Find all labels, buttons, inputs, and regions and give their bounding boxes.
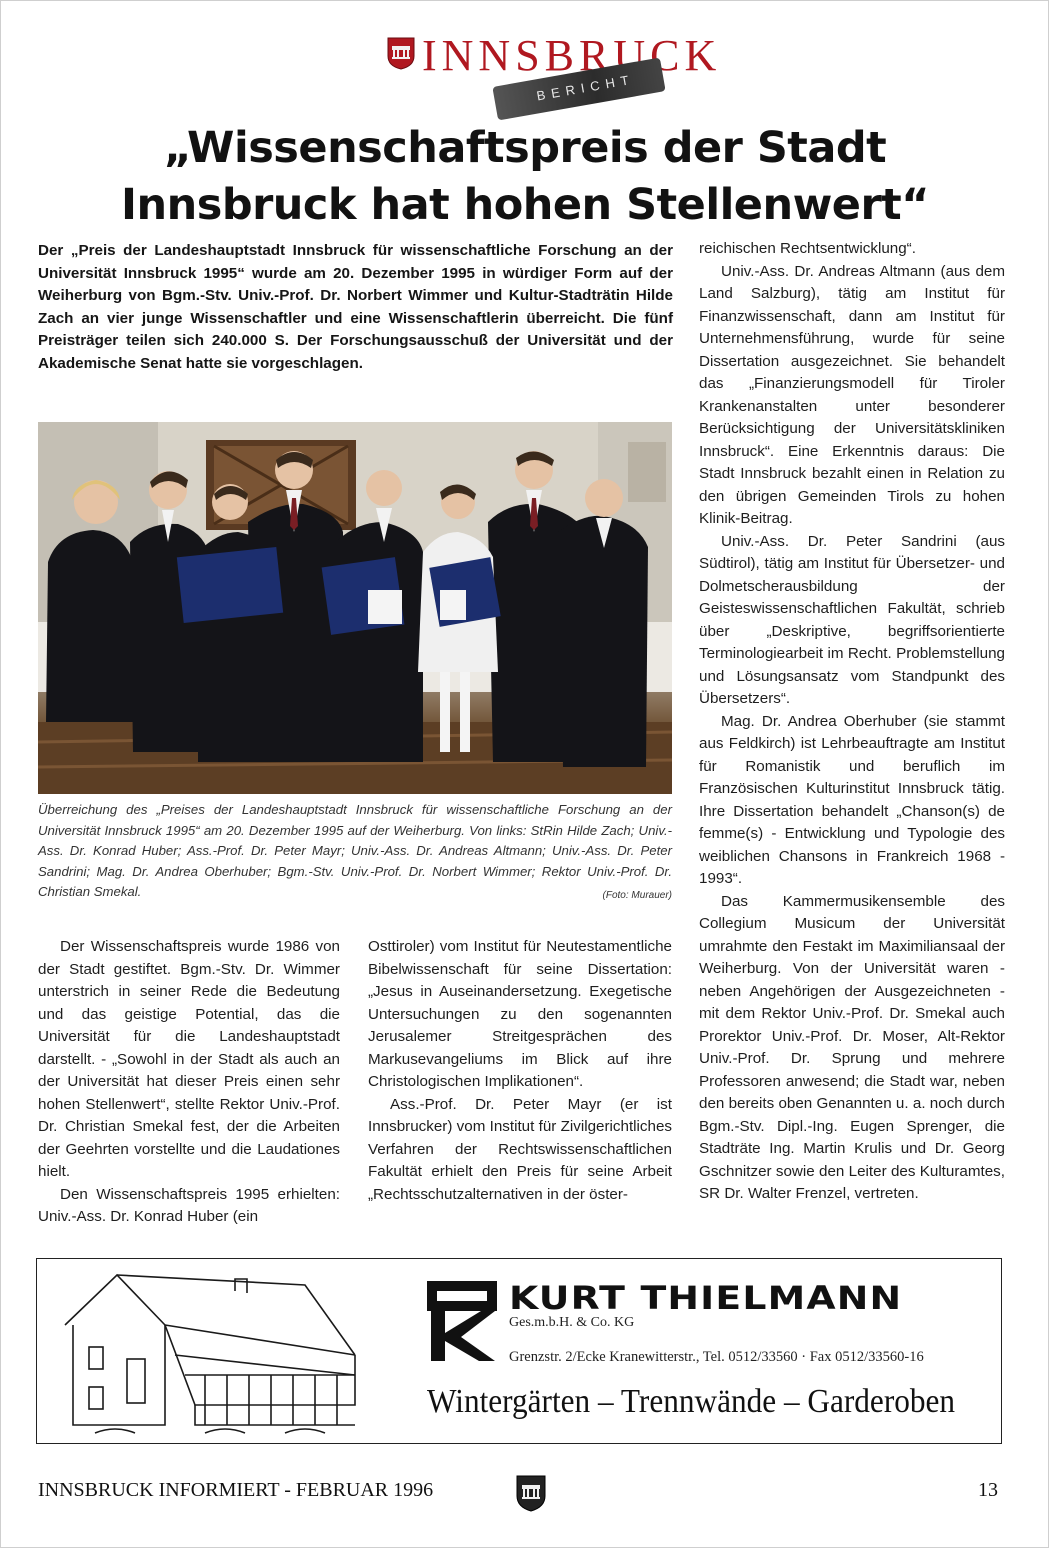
headline-line-2: Innsbruck hat hohen Stellenwert“ [121, 180, 929, 230]
paragraph: Der Wissenschaftspreis wurde 1986 von der Stadt gestiftet. Bgm.-Stv. Dr. Wimmer unterstrich in seiner Rede die Bedeutung und das geistige Potential, das die Universität für die Landeshauptstadt darstellt. - „Sowohl in der Stadt als auch an der Universität hat dieser Preis einen sehr hohen Stellenwert“, stellte Rektor Univ.-Prof. Dr. Christian Smekal fest, der die Arbeiten der Geehrten vorstellte und die Laudationes hielt. [38, 938, 340, 1180]
innsbruck-crest-icon [386, 36, 416, 70]
winter-garden-house-icon [55, 1265, 385, 1441]
award-ceremony-photo [38, 422, 672, 794]
ad-address: Grenzstr. 2/Ecke Kranewitterstr., Tel. 0512/33560 · Fax 0512/33560-16 [509, 1349, 924, 1365]
photo-credit: (Foto: Murauer) [602, 890, 672, 901]
article-column-2 [368, 936, 672, 1206]
caption-text: Überreichung des „Preises der Landeshauptstadt Innsbruck für wissenschaftliche Forschung an der Universität Innsbruck 1995“ am 20. Dezember 1995 auf der Weiherburg. Von links: StRin Hilde Zach; Univ.-Ass. Dr. Konrad Huber; Ass.-Prof. Dr. Peter Mayr; Univ.-Ass. Dr. Andreas Altmann; Univ.-Ass. Dr. Peter Sandrini; Mag. Dr. Andrea Oberhuber; Bgm.-Stv. Univ.-Prof. Dr. Norbert Wimmer; Rektor Univ.-Prof. Dr. Christian Smekal. [38, 802, 672, 899]
paragraph: Osttiroler) vom Institut für Neutestamentliche Bibelwissenschaft für seine Dissertation: „Jesus in Auseinandersetzung. Exegetische Untersuchungen zu den sogenannten Jerusalemer Streitgesprächen des Markusevangeliums im Blick auf ihre Christologischen Implikationen“. [368, 938, 672, 1090]
photo-caption [38, 800, 672, 907]
innsbruck-crest-icon [515, 1474, 547, 1512]
ad-company-name: KURT THIELMANN [509, 1279, 903, 1317]
masthead-title: INNSBRUCK [422, 31, 722, 80]
article-column-3 [699, 238, 1005, 1206]
paragraph: Univ.-Ass. Dr. Peter Sandrini (aus Südtirol), tätig am Institut für Übersetzer- und Dolmetscherausbildung der Geisteswissenschaftlichen Fakultät, schrieb über „Deskriptive, begriffsorientierte Terminologiearbeit im Recht. Problemstellung und Lösungsansatz vom Standpunkt des Übersetzers“. [699, 532, 1005, 707]
footer-publication: INNSBRUCK INFORMIERT - FEBRUAR 1996 [38, 1479, 434, 1501]
masthead [386, 28, 722, 108]
article-lead: Der „Preis der Landeshauptstadt Innsbruck für wissenschaftliche Forschung an der Universität Innsbruck 1995“ wurde am 20. Dezember 1995 in würdiger Form auf der Weiherburg von Bgm.-Stv. Univ.-Prof. Dr. Norbert Wimmer und Kultur-Stadträtin Hilde Zach an vier junge Wissenschaftler und eine Wissenschaftlerin überreicht. Die fünf Preisträger teilen sich 240.000 S. Der Forschungsausschuß der Universität und der Akademische Senat hatte sie vorgeschlagen. [38, 242, 673, 372]
paragraph: reichischen Rechtsentwicklung“. [699, 240, 916, 257]
article-column-1 [38, 936, 340, 1229]
ad-legal-form: Ges.m.b.H. & Co. KG [509, 1315, 635, 1330]
masthead-subtitle: BERICHT [535, 71, 636, 104]
paragraph: Univ.-Ass. Dr. Andreas Altmann (aus dem Land Salzburg), tätig am Institut für Finanzwissenschaft, dann am Institut für Unternehmensführung, wurde für seine Dissertation ausgezeichnet. Sie behandelt das „Finanzierungsmodell für Tiroler Krankenanstalten unter besonderer Berücksichtigung der Universitätskliniken Innsbruck“. Eine Erkenntnis daraus: Die Stadt Innsbruck bezahlt einen in Relation zu den übrigen Gemeinden Tirols zu hohen Klinik-Beitrag. [699, 262, 1005, 527]
advertisement [36, 1258, 1002, 1444]
paragraph: Ass.-Prof. Dr. Peter Mayr (er ist Innsbrucker) vom Institut für Zivilgerichtliches Verfahren der Rechtswissenschaftlichen Fakultät erhielt den Preis für seine Arbeit „Rechtsschutzalternativen in der öster- [368, 1095, 672, 1203]
ad-tagline: Wintergärten – Trennwände – Garderoben [427, 1383, 956, 1420]
paragraph: Das Kammermusikensemble des Collegium Musicum der Universität umrahmte den Festakt im Maximiliansaal der Weiherburg. Von der Universität waren - neben Angehörigen der Ausgezeichneten - mit dem Rektor Univ.-Prof. Dr. Smekal auch Prorektor Univ.-Prof. Dr. Moser, Alt-Rektor Univ.-Prof. Dr. Sprung und mehrere Professoren anwesend; die Stadt war, neben den bereits oben Genannten u. a. noch durch Bgm.-Stv. Dipl.-Ing. Eugen Sprenger, die Stadträte Ing. Martin Krulis und Dr. Georg Gschnitzer sowie den Leiter des Kulturamtes, SR Dr. Walter Frenzel, vertreten. [699, 892, 1005, 1202]
photo-illustration [38, 422, 672, 794]
tk-monogram-icon [427, 1281, 497, 1361]
page-number: 13 [978, 1479, 998, 1501]
paragraph: Mag. Dr. Andrea Oberhuber (sie stammt aus Feldkirch) ist Lehrbeauftragte am Institut für Romanistik und beruflich im Französischen Kulturinstitut Innsbruck tätig. Ihre Dissertation behandelt „Chanson(s) de femme(s) - Entwicklung und Typologie des weiblichen Chansons in Frankreich 1968 - 1993“. [699, 712, 1005, 887]
paragraph: Den Wissenschaftspreis 1995 erhielten: Univ.-Ass. Dr. Konrad Huber (ein [38, 1185, 340, 1225]
article-headline [60, 120, 990, 234]
headline-line-1: „Wissenschaftspreis der Stadt [163, 123, 887, 173]
